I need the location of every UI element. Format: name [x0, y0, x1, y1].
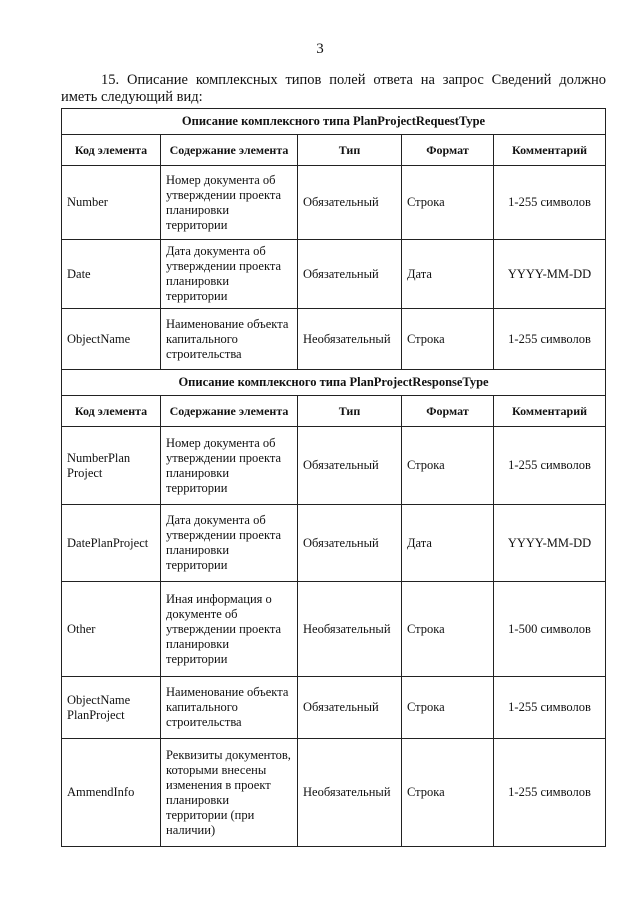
element-type: Обязательный — [298, 505, 402, 582]
header-row — [62, 135, 606, 166]
element-format: Дата — [402, 505, 494, 582]
intro-paragraph — [61, 72, 606, 106]
element-comment: 1-255 символов — [494, 309, 606, 370]
intro-line-2: иметь следующий вид: — [61, 89, 203, 105]
section-title-row — [62, 109, 606, 135]
element-description: Реквизиты документов, которыми внесены изменения в проект планировки территории (при наличии) — [161, 739, 298, 847]
element-comment: 1-255 символов — [494, 739, 606, 847]
table-row — [62, 427, 606, 505]
complex-types-table — [61, 108, 606, 847]
column-header: Формат — [402, 396, 494, 427]
intro-line-1: 15. Описание комплексных типов полей ответа на запрос Сведений должно — [101, 72, 606, 88]
element-code: ObjectName — [62, 309, 161, 370]
element-code: DatePlanProject — [62, 505, 161, 582]
element-format: Строка — [402, 739, 494, 847]
element-comment: 1-255 символов — [494, 427, 606, 505]
column-header: Комментарий — [494, 135, 606, 166]
table-row — [62, 739, 606, 847]
column-header: Код элемента — [62, 135, 161, 166]
column-header: Комментарий — [494, 396, 606, 427]
element-type: Обязательный — [298, 677, 402, 739]
element-description: Номер документа об утверждении проекта планировки территории — [161, 427, 298, 505]
element-format: Строка — [402, 677, 494, 739]
element-description: Иная информация о документе об утверждении проекта планировки территории — [161, 582, 298, 677]
element-format: Дата — [402, 240, 494, 309]
element-format: Строка — [402, 582, 494, 677]
element-description: Номер документа об утверждении проекта планировки территории — [161, 166, 298, 240]
section-title: Описание комплексного типа PlanProjectResponseType — [62, 370, 606, 396]
column-header: Код элемента — [62, 396, 161, 427]
element-type: Необязательный — [298, 739, 402, 847]
element-format: Строка — [402, 427, 494, 505]
element-description: Дата документа об утверждении проекта планировки территории — [161, 240, 298, 309]
element-type: Необязательный — [298, 309, 402, 370]
table-row — [62, 582, 606, 677]
table-row — [62, 309, 606, 370]
element-code: Other — [62, 582, 161, 677]
table-row — [62, 166, 606, 240]
column-header: Содержание элемента — [161, 396, 298, 427]
element-comment: 1-255 символов — [494, 677, 606, 739]
table-row — [62, 677, 606, 739]
element-code: AmmendInfo — [62, 739, 161, 847]
element-description: Дата документа об утверждении проекта планировки территории — [161, 505, 298, 582]
element-format: Строка — [402, 166, 494, 240]
column-header: Тип — [298, 135, 402, 166]
table-row — [62, 240, 606, 309]
element-comment: 1-500 символов — [494, 582, 606, 677]
element-description: Наименование объекта капитального строительства — [161, 309, 298, 370]
header-row — [62, 396, 606, 427]
element-code: Date — [62, 240, 161, 309]
element-type: Обязательный — [298, 427, 402, 505]
element-description: Наименование объекта капитального строительства — [161, 677, 298, 739]
element-code: NumberPlan Project — [62, 427, 161, 505]
element-comment: 1-255 символов — [494, 166, 606, 240]
element-type: Обязательный — [298, 166, 402, 240]
element-type: Обязательный — [298, 240, 402, 309]
section-title-row — [62, 370, 606, 396]
element-type: Необязательный — [298, 582, 402, 677]
column-header: Содержание элемента — [161, 135, 298, 166]
element-code: ObjectName PlanProject — [62, 677, 161, 739]
element-format: Строка — [402, 309, 494, 370]
section-title: Описание комплексного типа PlanProjectRequestType — [62, 109, 606, 135]
element-code: Number — [62, 166, 161, 240]
element-comment: YYYY-MM-DD — [494, 240, 606, 309]
column-header: Формат — [402, 135, 494, 166]
element-comment: YYYY-MM-DD — [494, 505, 606, 582]
page-number: 3 — [316, 41, 324, 57]
table-row — [62, 505, 606, 582]
column-header: Тип — [298, 396, 402, 427]
